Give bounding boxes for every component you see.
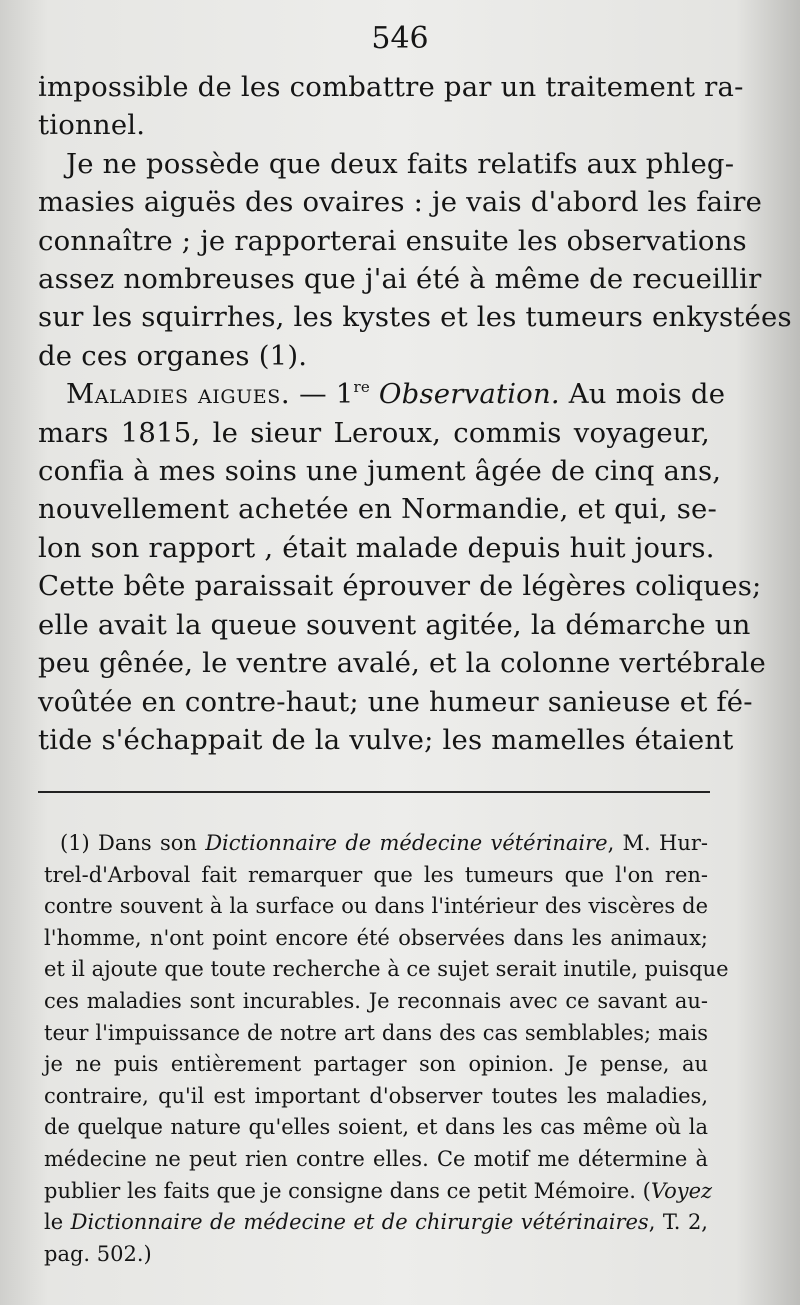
- footnote-line: je ne puis entièrement partager son opinion. Je pense, au: [44, 1052, 708, 1077]
- text-line: mars 1815, le sieur Leroux, commis voyageur,: [38, 416, 710, 449]
- observation-heading-line: [38, 375, 726, 413]
- text-run: , T. 2,: [648, 1210, 708, 1235]
- text-run: (1) Dans son: [60, 831, 206, 855]
- footnote-line: [44, 1207, 708, 1239]
- footnote-line: l'homme, n'ont point encore été observées dans les animaux;: [44, 925, 708, 950]
- cited-work-title: Dictionnaire de médecine vétérinaire: [205, 831, 608, 855]
- text-run: , M. Hur-: [607, 831, 708, 855]
- text-line: de ces organes (1).: [38, 339, 308, 372]
- section-heading: Maladies aigues.: [66, 378, 291, 411]
- main-text: [38, 68, 792, 759]
- footnote-line: contraire, qu'il est important d'observer toutes les maladies,: [44, 1083, 708, 1108]
- observation-title: Observation.: [369, 378, 560, 411]
- heading-dash: —: [290, 378, 336, 411]
- text-line: sur les squirrhes, les kystes et les tumeurs enkystées: [38, 301, 792, 334]
- text-line: Cette bête paraissait éprouver de légères coliques;: [38, 570, 762, 603]
- page-number: 546: [371, 21, 429, 56]
- footnote-line: trel-d'Arboval fait remarquer que les tumeurs que l'on ren-: [44, 862, 708, 887]
- text-line: tionnel.: [38, 109, 146, 142]
- text-line: lon son rapport , était malade depuis huit jours.: [38, 531, 715, 564]
- text-line: voûtée en contre-haut; une humeur sanieuse et fé-: [38, 685, 753, 718]
- text-line: masies aiguës des ovaires : je vais d'abord les faire: [38, 186, 763, 219]
- footnote-line: [44, 1176, 713, 1208]
- text-line: Je ne possède que deux faits relatifs aux phleg-: [66, 147, 735, 180]
- text-line: peu gênée, le ventre avalé, et la colonne vertébrale: [38, 647, 767, 680]
- footnote-line: [44, 828, 708, 860]
- text-run: publier les faits que je consigne dans ce petit Mémoire. (: [44, 1178, 651, 1203]
- text-line: impossible de les combattre par un traitement ra-: [38, 71, 744, 103]
- text-run: Voyez: [650, 1178, 713, 1203]
- footnote-line: médecine ne peut rien contre elles. Ce motif me détermine à: [44, 1146, 708, 1171]
- observation-number: 1: [335, 378, 354, 411]
- text-line: elle avait la queue souvent agitée, la démarche un: [38, 608, 751, 641]
- text-line: tide s'échappait de la vulve; les mamelles étaient: [38, 723, 734, 756]
- footnote-line: teur l'impuissance de notre art dans des cas semblables; mais: [44, 1020, 708, 1045]
- text-line: assez nombreuses que j'ai été à même de recueillir: [38, 263, 762, 296]
- footnote: [44, 828, 729, 1270]
- text-line: connaître ; je rapporterai ensuite les observations: [38, 224, 747, 257]
- footnote-separator: [38, 791, 710, 793]
- text-line: confia à mes soins une jument âgée de cinq ans,: [38, 455, 722, 488]
- footnote-line: pag. 502.): [44, 1241, 152, 1266]
- footnote-line: ces maladies sont incurables. Je reconnais avec ce savant au-: [44, 988, 708, 1013]
- text-line: nouvellement achetée en Normandie, et qui, se-: [38, 493, 718, 526]
- text-run: le: [44, 1210, 71, 1235]
- footnote-line: contre souvent à la surface ou dans l'intérieur des viscères de: [44, 894, 708, 919]
- footnote-line: de quelque nature qu'elles soient, et dans les cas même où la: [44, 1115, 708, 1140]
- observation-ordinal: re: [353, 378, 370, 397]
- cited-work-title: Dictionnaire de médecine et de chirurgie vétérinaires: [70, 1210, 649, 1235]
- text-run: Au mois de: [559, 378, 726, 411]
- footnote-line: et il ajoute que toute recherche à ce sujet serait inutile, puisque: [44, 957, 729, 982]
